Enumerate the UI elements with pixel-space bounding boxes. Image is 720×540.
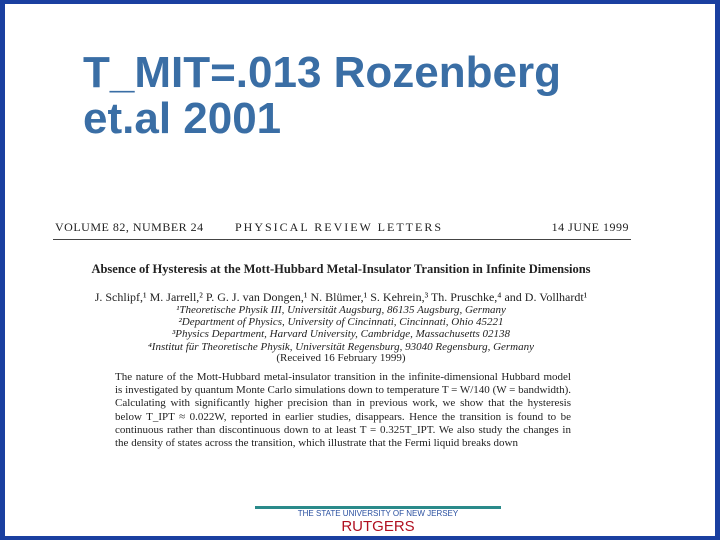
- paper-title: Absence of Hysteresis at the Mott-Hubbard Metal-Insulator Transition in Infinite Dimensions: [91, 262, 591, 276]
- footer-university: THE STATE UNIVERSITY OF NEW JERSEY: [297, 509, 459, 518]
- affiliation: ²Department of Physics, University of Cincinnati, Cincinnati, Ohio 45221: [178, 316, 504, 329]
- paper-excerpt: [51, 216, 631, 450]
- slide: [5, 4, 715, 536]
- paper-abstract: The nature of the Mott-Hubbard metal-insulator transition in the infinite-dimensional Hubbard model is investigated by quantum Monte Carlo simulations down to temperature T = W/140 (W = bandwidth). Calculating with significantly higher precision than in previous work, we show that the hysteresis below T_IPT ≈ 0.022W, reported in earlier studies, disappears. Hence the transition is found to be continuous rather than discontinuous down to at least T = 0.325T_IPT. We also study the changes in the density of states across the transition, which illustrate that the Fermi liquid breaks down: [115, 371, 571, 450]
- affiliation: ¹Theoretische Physik III, Universität Augsburg, 86135 Augsburg, Germany: [176, 304, 506, 316]
- journal-name: PHYSICAL REVIEW LETTERS: [235, 220, 443, 234]
- journal-date: 14 JUNE 1999: [551, 220, 629, 234]
- header-rule: [53, 239, 631, 240]
- slide-title-line2: et.al 2001: [83, 94, 282, 143]
- paper-affiliations: [51, 304, 631, 353]
- received-date: (Received 16 February 1999): [276, 352, 406, 364]
- journal-volume: VOLUME 82, NUMBER 24: [55, 220, 204, 234]
- affiliation: ⁴Institut für Theoretische Physik, Universität Regensburg, 93040 Regensburg, Germany: [147, 340, 534, 353]
- paper-authors: J. Schlipf,¹ M. Jarrell,² P. G. J. van Dongen,¹ N. Blümer,¹ S. Kehrein,³ Th. Pruschke,⁴ and D. Vollhardt¹: [94, 290, 588, 304]
- slide-title: [83, 50, 683, 142]
- affiliation: ³Physics Department, Harvard University, Cambridge, Massachusetts 02138: [171, 328, 511, 341]
- slide-title-line1: T_MIT=.013 Rozenberg: [83, 48, 562, 97]
- footer-logo-text: RUTGERS: [341, 518, 415, 535]
